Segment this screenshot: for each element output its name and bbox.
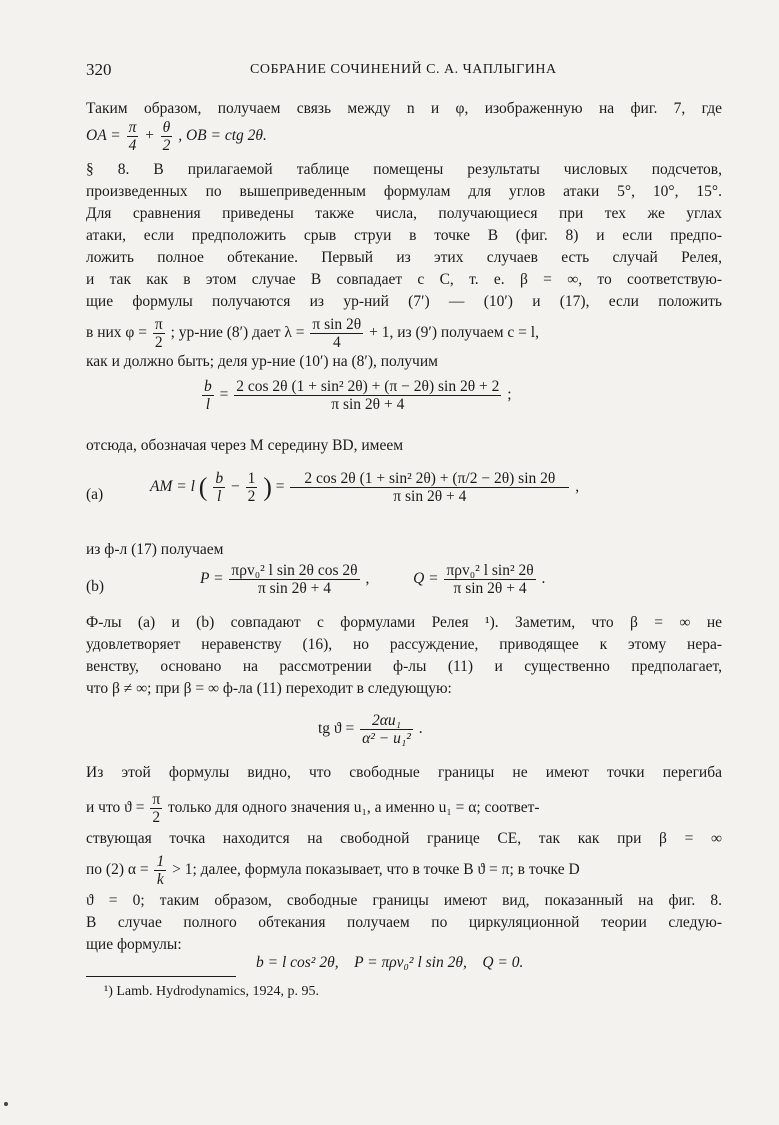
fraction: [229, 562, 359, 597]
fraction-denominator: π sin 2θ + 4: [393, 488, 467, 505]
formula-line: [86, 853, 580, 888]
formula-text: .: [541, 570, 546, 588]
fraction-denominator: π sin 2θ + 4: [453, 580, 527, 597]
fraction-denominator: l: [205, 396, 211, 413]
formula-text: tg ϑ =: [318, 720, 355, 738]
formula-text: ; ур-ние (8′) дает λ =: [170, 324, 305, 342]
formula-text: .: [418, 720, 423, 738]
equals-sign: =: [219, 386, 229, 404]
fraction-numerator: b: [215, 470, 224, 487]
fraction: [360, 712, 413, 747]
fraction-numerator: π: [154, 316, 163, 333]
fraction-denominator: α² − u₁²: [362, 730, 411, 747]
fraction-denominator: k: [156, 871, 164, 888]
fraction-numerator: πρv₀² l sin 2θ cos 2θ: [231, 562, 358, 579]
footnote-rule: [86, 976, 236, 977]
fraction-denominator: 2: [162, 137, 171, 154]
text-line: как и должно быть; деля ур-ние (10′) на (8′), получим: [86, 353, 438, 370]
equation-label: (a): [86, 486, 104, 503]
fraction-numerator: π: [128, 119, 137, 136]
fraction: [290, 470, 569, 505]
equation-label: (b): [86, 578, 105, 595]
fraction-numerator: πρv₀² l sin² 2θ: [446, 562, 534, 579]
formula-text: AM = l: [150, 478, 195, 496]
text-line: произведенных по вышеприведенным формулам для углов атаки 5°, 10°, 15°.: [86, 183, 722, 200]
fraction-denominator: 4: [332, 334, 341, 351]
fraction-numerator: 1: [156, 853, 165, 870]
fraction-denominator: 2: [154, 334, 163, 351]
equals-sign: =: [275, 478, 285, 496]
fraction-numerator: 1: [247, 470, 256, 487]
text-line: В случае полного обтекания получаем по циркуляционной теории следую-: [86, 914, 722, 931]
formula-operator: +: [144, 127, 155, 145]
text-line: венству, основано на рассмотрении ф-лы (11) и существенно предполагает,: [86, 658, 722, 675]
formula-text: только для одного значения u₁, а именно u₁ = α; соответ-: [168, 799, 540, 817]
fraction-numerator: 2 cos 2θ (1 + sin² 2θ) + (π − 2θ) sin 2θ + 2: [236, 378, 500, 395]
formula-text: Q =: [413, 570, 439, 588]
fraction-denominator: π sin 2θ + 4: [331, 396, 405, 413]
fraction: [161, 119, 173, 154]
text-line: ложить полное обтекание. Первый из этих случаев есть случай Релея,: [86, 249, 722, 266]
text-line: и так как в этом случае B совпадает с C, т. е. β = ∞, то соответствую-: [86, 271, 722, 288]
fraction: [154, 853, 166, 888]
text-line: из ф-л (17) получаем: [86, 541, 224, 558]
fraction-numerator: 2αu₁: [360, 712, 413, 730]
text-line: Ф-лы (a) и (b) совпадают с формулами Релея ¹). Заметим, что β = ∞ не: [86, 614, 722, 631]
text-line: ствующая точка находится на свободной границе CE, так как при β = ∞: [86, 830, 722, 847]
fraction-denominator: 2: [152, 809, 161, 826]
formula-text: ,: [575, 478, 580, 496]
page-speck: [4, 1102, 8, 1106]
fraction: [202, 378, 214, 413]
text-line: Для сравнения приведены также числа, получающиеся при тех же углах: [86, 205, 722, 222]
text-line: удовлетворяет неравенству (16), но рассуждение, приводящее к этому нера-: [86, 636, 722, 653]
equation-tg: [318, 712, 423, 747]
fraction: [310, 316, 363, 351]
formula-line: [86, 119, 267, 154]
running-head: СОБРАНИЕ СОЧИНЕНИЙ С. А. ЧАПЛЫГИНА: [250, 62, 557, 77]
fraction: [234, 378, 501, 413]
formula-text: + 1, из (9′) получаем c = l,: [369, 324, 539, 342]
footnote: ¹) Lamb. Hydrodynamics, 1924, p. 95.: [104, 984, 319, 999]
equation-b: [200, 562, 545, 597]
equation-b-over-l: [200, 378, 512, 413]
formula-text: ;: [507, 386, 512, 404]
formula-text: P =: [200, 570, 224, 588]
text-line: щие формулы получаются из ур-ний (7′) — (10′) и (17), если положить: [86, 293, 722, 310]
formula-text: ,: [365, 570, 370, 588]
text-line: щие формулы:: [86, 936, 182, 953]
text-line: ϑ = 0; таким образом, свободные границы имеют вид, показанный на фиг. 8.: [86, 892, 722, 909]
text-line: Из этой формулы видно, что свободные границы не имеют точки перегиба: [86, 764, 722, 781]
fraction: [153, 316, 165, 351]
text-line: § 8. В прилагаемой таблице помещены результаты числовых подсчетов,: [86, 161, 722, 178]
fraction: [127, 119, 139, 154]
formula-text: > 1; далее, формула показывает, что в точке B ϑ = π; в точке D: [172, 861, 580, 879]
formula-line: [86, 791, 722, 826]
fraction-denominator: 4: [128, 137, 137, 154]
fraction-denominator: π sin 2θ + 4: [257, 580, 332, 597]
formula-text: OA =: [86, 127, 121, 145]
formula-operator: −: [230, 478, 240, 496]
formula-text: и что ϑ =: [86, 799, 145, 817]
paren-open: (: [198, 472, 208, 502]
formula-text: по (2) α =: [86, 861, 149, 879]
fraction: [444, 562, 535, 597]
equation-a: [150, 470, 579, 505]
text-line: Таким образом, получаем связь между n и φ, изображенную на фиг. 7, где: [86, 100, 722, 117]
text-line: атаки, если предположить срыв струи в точке B (фиг. 8) и если предпо-: [86, 227, 722, 244]
fraction: [213, 470, 225, 505]
formula-text: в них φ =: [86, 324, 147, 342]
fraction-numerator: 2 cos 2θ (1 + sin² 2θ) + (π/2 − 2θ) sin 2θ: [290, 470, 569, 488]
fraction-numerator: π: [152, 791, 161, 808]
fraction-denominator: l: [217, 488, 222, 505]
text-line: что β ≠ ∞; при β = ∞ ф-ла (11) переходит в следующую:: [86, 680, 452, 697]
formula-line: [86, 316, 539, 351]
fraction-numerator: b: [204, 378, 212, 395]
fraction-numerator: π sin 2θ: [312, 316, 362, 333]
fraction-denominator: 2: [247, 488, 256, 505]
fraction: [150, 791, 162, 826]
paren-close: ): [263, 472, 272, 502]
text-line: отсюда, обозначая через M середину BD, имеем: [86, 437, 404, 454]
formula-text: , OB = ctg 2θ.: [178, 127, 267, 145]
page-number: 320: [86, 60, 112, 79]
fraction: [246, 470, 258, 505]
equation-full-flow: b = l cos² 2θ, P = πρv₀² l sin 2θ, Q = 0.: [256, 954, 524, 971]
fraction-numerator: θ: [161, 119, 173, 137]
